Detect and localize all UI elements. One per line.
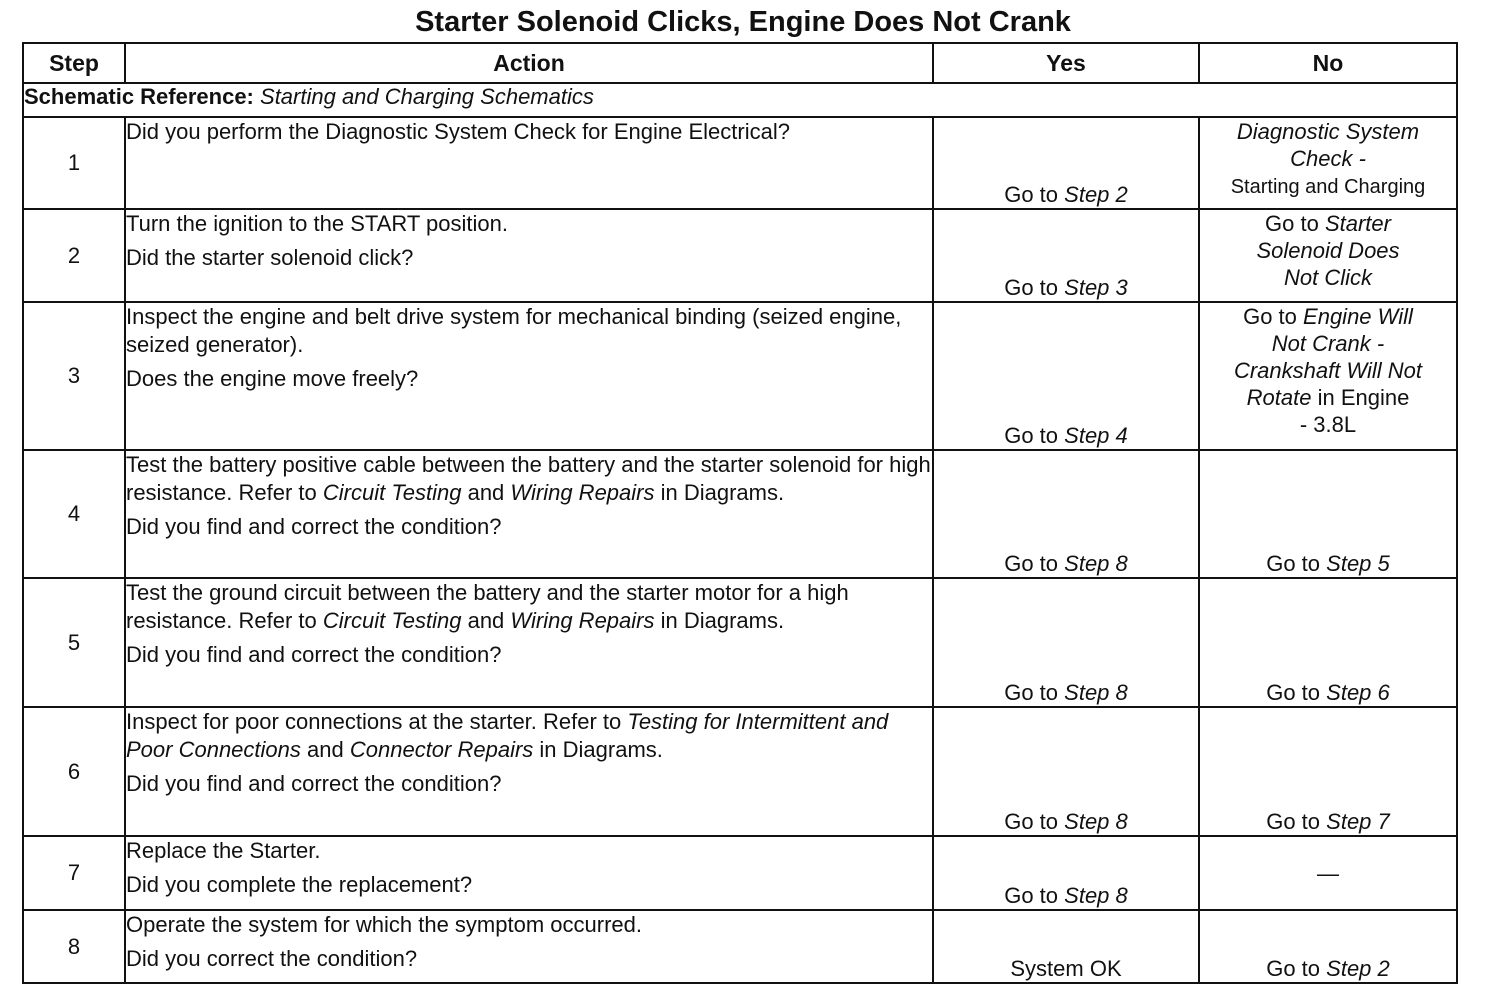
step-number: 2 xyxy=(23,209,125,302)
schematic-reference-row xyxy=(23,83,1457,117)
table-row xyxy=(23,707,1457,836)
no-link[interactable]: Not Click xyxy=(1283,265,1372,290)
no-prefix: Go to xyxy=(1266,809,1321,834)
no-link-subtitle: Starting and Charging xyxy=(1230,176,1426,198)
header-row xyxy=(23,43,1457,83)
action-cell xyxy=(125,302,933,450)
action-text: Replace the Starter. xyxy=(126,838,321,863)
yes-step-link[interactable]: Step 2 xyxy=(1064,182,1128,207)
yes-prefix: Go to xyxy=(1004,883,1059,908)
schematic-reference xyxy=(23,83,1457,117)
table-row xyxy=(23,117,1457,209)
action-text: Inspect the engine and belt drive system for mechanical binding (seized engine, seized generator). xyxy=(126,304,902,357)
action-cell xyxy=(125,450,933,578)
header-action: Action xyxy=(125,43,933,83)
yes-result: System OK xyxy=(1010,956,1122,981)
step-number: 8 xyxy=(23,910,125,983)
action-cell xyxy=(125,117,933,209)
yes-cell xyxy=(933,707,1199,836)
header-no: No xyxy=(1199,43,1457,83)
yes-step-link[interactable]: Step 8 xyxy=(1064,680,1128,705)
action-question: Does the engine move freely? xyxy=(126,366,419,391)
no-dash: — xyxy=(1317,860,1339,886)
action-link[interactable]: Circuit Testing xyxy=(322,480,462,505)
action-link[interactable]: Wiring Repairs xyxy=(510,480,655,505)
no-cell xyxy=(1199,707,1457,836)
table-row xyxy=(23,209,1457,302)
no-link[interactable]: Starter xyxy=(1324,211,1391,236)
step-number: 6 xyxy=(23,707,125,836)
no-cell xyxy=(1199,209,1457,302)
no-cell xyxy=(1199,836,1457,910)
action-cell xyxy=(125,209,933,302)
yes-cell xyxy=(933,302,1199,450)
action-question: Did the starter solenoid click? xyxy=(126,245,414,270)
no-prefix: Go to xyxy=(1266,680,1321,705)
yes-step-link[interactable]: Step 8 xyxy=(1064,809,1128,834)
yes-prefix: Go to xyxy=(1004,809,1059,834)
action-question: Did you correct the condition? xyxy=(126,946,418,971)
schematic-reference-label: Schematic Reference: xyxy=(24,84,254,109)
no-link[interactable]: Solenoid Does xyxy=(1256,238,1400,263)
schematic-reference-link[interactable]: Starting and Charging Schematics xyxy=(260,84,594,109)
yes-prefix: Go to xyxy=(1004,680,1059,705)
action-cell xyxy=(125,836,933,910)
no-step-link[interactable]: Step 2 xyxy=(1326,956,1390,981)
action-cell xyxy=(125,578,933,707)
no-cell xyxy=(1199,302,1457,450)
step-number: 7 xyxy=(23,836,125,910)
no-link[interactable]: Not Crank - xyxy=(1271,331,1385,356)
no-prefix: Go to xyxy=(1266,551,1321,576)
no-link[interactable]: Rotate xyxy=(1246,385,1312,410)
yes-prefix: Go to xyxy=(1004,551,1059,576)
action-cell xyxy=(125,910,933,983)
action-question: Did you find and correct the condition? xyxy=(126,771,502,796)
page-title: Starter Solenoid Clicks, Engine Does Not Crank xyxy=(415,6,1071,38)
action-text: Test the battery positive cable between the battery and the starter solenoid for high resistance. Refer to Circuit Testing and Wiring Repairs in Diagrams. xyxy=(126,452,931,505)
yes-prefix: Go to xyxy=(1004,423,1059,448)
no-prefix: Go to xyxy=(1266,956,1321,981)
no-cell xyxy=(1199,117,1457,209)
action-text: Turn the ignition to the START position. xyxy=(126,211,508,236)
step-number: 3 xyxy=(23,302,125,450)
yes-step-link[interactable]: Step 8 xyxy=(1064,551,1128,576)
no-cell xyxy=(1199,578,1457,707)
yes-step-link[interactable]: Step 8 xyxy=(1064,883,1128,908)
action-link[interactable]: Circuit Testing xyxy=(322,608,462,633)
header-yes: Yes xyxy=(933,43,1199,83)
no-link[interactable]: Engine Will xyxy=(1303,304,1413,329)
yes-cell xyxy=(933,117,1199,209)
table-row xyxy=(23,578,1457,707)
action-link[interactable]: Connector Repairs xyxy=(349,737,534,762)
yes-prefix: Go to xyxy=(1004,182,1059,207)
no-cell xyxy=(1199,450,1457,578)
step-number: 1 xyxy=(23,117,125,209)
action-question: Did you complete the replacement? xyxy=(126,872,473,897)
no-prefix: Go to xyxy=(1265,211,1319,236)
yes-cell xyxy=(933,209,1199,302)
table-row xyxy=(23,302,1457,450)
yes-cell xyxy=(933,836,1199,910)
action-cell xyxy=(125,707,933,836)
yes-cell xyxy=(933,450,1199,578)
header-step: Step xyxy=(23,43,125,83)
yes-cell xyxy=(933,910,1199,983)
action-text: Did you perform the Diagnostic System Check for Engine Electrical? xyxy=(126,119,790,144)
no-prefix: Go to xyxy=(1243,304,1297,329)
yes-cell xyxy=(933,578,1199,707)
action-text: Test the ground circuit between the battery and the starter motor for a high resistance. Refer to Circuit Testing and Wiring Repairs in Diagrams. xyxy=(126,580,849,633)
action-question: Did you find and correct the condition? xyxy=(126,514,502,539)
no-text: in Engine xyxy=(1317,385,1410,410)
no-step-link[interactable]: Step 6 xyxy=(1326,680,1390,705)
table-row xyxy=(23,450,1457,578)
table-row xyxy=(23,836,1457,910)
no-step-link[interactable]: Step 5 xyxy=(1326,551,1390,576)
table-row xyxy=(23,910,1457,983)
no-link[interactable]: Check - xyxy=(1290,146,1366,171)
yes-step-link[interactable]: Step 3 xyxy=(1064,275,1128,300)
step-number: 4 xyxy=(23,450,125,578)
no-link[interactable]: Crankshaft Will Not xyxy=(1233,358,1423,383)
no-step-link[interactable]: Step 7 xyxy=(1326,809,1390,834)
action-text: Inspect for poor connections at the starter. Refer to Testing for Intermittent and Poor Connections and Connector Repairs in Diagrams. xyxy=(126,709,889,762)
action-question: Did you find and correct the condition? xyxy=(126,642,502,667)
diagnostic-table xyxy=(22,42,1458,984)
no-link[interactable]: Diagnostic System xyxy=(1236,119,1420,144)
yes-step-link[interactable]: Step 4 xyxy=(1064,423,1128,448)
no-text: - 3.8L xyxy=(1299,412,1357,437)
yes-prefix: Go to xyxy=(1004,275,1059,300)
action-text: Operate the system for which the symptom occurred. xyxy=(126,912,642,937)
step-number: 5 xyxy=(23,578,125,707)
no-cell xyxy=(1199,910,1457,983)
action-link[interactable]: Testing for Intermittent and Poor Connections xyxy=(126,709,889,762)
action-link[interactable]: Wiring Repairs xyxy=(510,608,655,633)
